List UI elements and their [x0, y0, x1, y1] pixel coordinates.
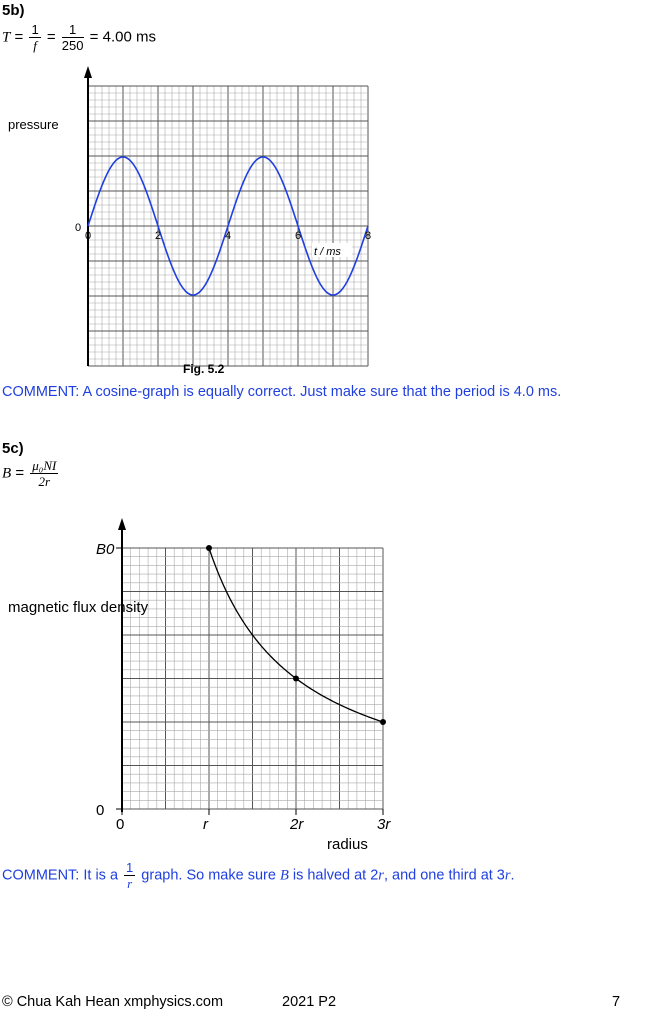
flux-density-radius-graph	[0, 512, 420, 860]
flux-graph-grid	[122, 548, 383, 809]
formula-B: B	[2, 465, 12, 482]
figure-caption: Fig. 5.2	[183, 362, 225, 376]
flux-y-ticks	[96, 541, 122, 819]
period-formula: T = $\frac{1}{f}$ = $\frac{1}{250}$ = 4.00 ms	[2, 22, 156, 53]
comment-5b: COMMENT: A cosine-graph is equally correct. Just make sure that the period is 4.0 ms.	[2, 384, 562, 400]
flux-x-tick-0: 0	[116, 816, 125, 833]
pressure-x-tick-4: 4	[225, 230, 232, 242]
pressure-x-tick-6: 6	[295, 230, 302, 242]
inverse-curve-point	[206, 545, 212, 551]
footer-page-number: 7	[612, 994, 621, 1010]
formula-lhs: T	[2, 29, 11, 46]
flux-x-tick-r: r	[203, 816, 208, 833]
section-5b-heading: 5b)	[2, 2, 25, 19]
pressure-x-tick-2: 2	[155, 230, 162, 242]
magnetic-field-formula: B = $\frac{\text{μ₀NI}}{2r}$	[2, 458, 57, 489]
flux-axis-label: magnetic flux density	[8, 599, 149, 616]
period-result: = 4.00 ms	[89, 28, 156, 46]
flux-y-axis-arrow	[118, 518, 126, 530]
radius-axis-label: radius	[327, 836, 368, 853]
inverse-curve-point	[380, 719, 386, 725]
pressure-y-tick-0: 0	[75, 222, 82, 234]
pressure-time-graph	[0, 60, 390, 378]
time-axis-label: t / ms	[314, 246, 341, 258]
inverse-curve-point	[293, 676, 299, 682]
fraction-mu0NI-over-2r: $\frac{\text{μ₀NI}}{2r}$	[32, 458, 57, 489]
pressure-x-tick-0: 0	[85, 230, 92, 242]
pressure-axis-label: pressure	[8, 117, 59, 132]
flux-y-tick-B0: B0	[96, 541, 115, 558]
comment-5c: COMMENT: It is a $\frac{1}{r}$ graph. So make sure B is halved at 2r, and one third at 3r.	[2, 860, 515, 891]
footer-paper: 2021 P2	[282, 994, 337, 1010]
pressure-x-tick-8: 8	[365, 230, 372, 242]
flux-x-tick-2r: 2r	[290, 816, 304, 833]
section-5c-heading: 5c)	[2, 440, 24, 457]
pressure-y-axis-arrow	[84, 66, 92, 78]
flux-y-tick-0: 0	[96, 802, 105, 819]
flux-x-tick-3r: 3r	[377, 816, 391, 833]
flux-x-ticks	[116, 809, 391, 833]
footer-author: © Chua Kah Hean xmphysics.com	[2, 994, 224, 1010]
comment-fraction-1-over-r: $\frac{1}{r}$	[126, 860, 134, 891]
fraction-1-over-f: $\frac{1}{f}$	[31, 22, 39, 53]
fraction-1-over-250: $\frac{1}{250}$	[61, 22, 84, 53]
